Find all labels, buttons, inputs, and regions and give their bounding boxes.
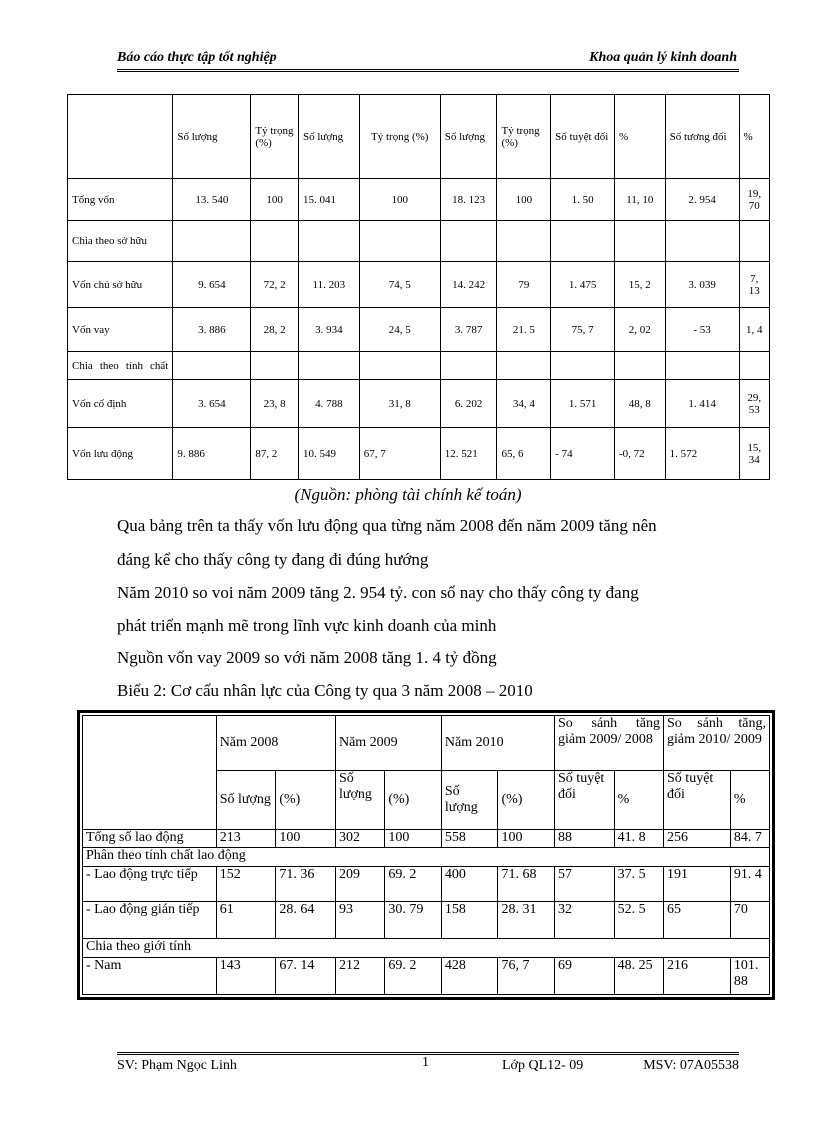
table-cell — [173, 352, 251, 380]
table-cell — [497, 352, 551, 380]
table-cell — [68, 95, 173, 179]
table-cell: 57 — [555, 866, 615, 901]
table-cell — [739, 352, 769, 380]
table-subheader: (%) — [385, 770, 442, 829]
table-cell: 11, 10 — [614, 179, 665, 221]
table-cell — [551, 221, 615, 262]
table-cell: 21. 5 — [497, 308, 551, 352]
table-cell: Tổng số lao động — [83, 829, 217, 848]
paragraph: phát triển mạnh mẽ trong lĩnh vực kinh doanh của minh — [117, 616, 497, 635]
table-cell: Số lượng — [298, 95, 359, 179]
table-cell: 400 — [441, 866, 498, 901]
table-cell: 72, 2 — [251, 262, 299, 308]
table-cell: 9. 654 — [173, 262, 251, 308]
table-cell: 100 — [276, 829, 336, 848]
table-cell: 100 — [251, 179, 299, 221]
table-cell: - 53 — [665, 308, 739, 352]
table-subheader: Số lượng — [441, 770, 498, 829]
table-cell: 28, 2 — [251, 308, 299, 352]
table-cell: 23, 8 — [251, 380, 299, 428]
table-cell: 32 — [555, 901, 615, 938]
paragraph: Nguồn vốn vay 2009 so với năm 2008 tăng 1. 4 tỷ đồng — [117, 648, 497, 667]
table-cell: 15, 2 — [614, 262, 665, 308]
table-cell: Vốn chủ sở hữu — [68, 262, 173, 308]
table-cell: Tỷ trọng (%) — [359, 95, 440, 179]
header-report-title: Báo cáo thực tập tốt nghiệp — [117, 50, 277, 65]
table-cell: 48, 8 — [614, 380, 665, 428]
table-cell: 428 — [441, 957, 498, 994]
table-cell — [440, 352, 497, 380]
table-group-header: Năm 2008 — [216, 716, 335, 771]
footer-student-name: SV: Phạm Ngọc Linh — [117, 1058, 237, 1073]
table-cell: 3. 039 — [665, 262, 739, 308]
table-cell: - 74 — [551, 428, 615, 480]
table-row — [83, 866, 770, 901]
table-cell: 1. 50 — [551, 179, 615, 221]
table-row — [83, 901, 770, 938]
table-cell: 69. 2 — [385, 957, 442, 994]
table-cell: 209 — [335, 866, 384, 901]
table-cell — [173, 221, 251, 262]
table-row — [68, 262, 770, 308]
table-cell — [359, 352, 440, 380]
table-group-header: Năm 2009 — [335, 716, 441, 771]
table-cell: Số lượng — [440, 95, 497, 179]
paragraph: Năm 2010 so voi năm 2009 tăng 2. 954 tỷ. con số nay cho thấy công ty đang — [117, 583, 639, 602]
table-cell — [251, 352, 299, 380]
workforce-table-frame — [77, 710, 775, 1000]
table-cell: 158 — [441, 901, 498, 938]
table-cell — [298, 352, 359, 380]
table-cell: 100 — [359, 179, 440, 221]
table-cell: 84. 7 — [730, 829, 769, 848]
table-cell: 13. 540 — [173, 179, 251, 221]
table-cell: 212 — [335, 957, 384, 994]
table-cell — [614, 221, 665, 262]
table-cell: Tổng vốn — [68, 179, 173, 221]
table-cell: 1, 4 — [739, 308, 769, 352]
table-cell: 558 — [441, 829, 498, 848]
table-cell: 3. 654 — [173, 380, 251, 428]
table-cell: - Lao động trực tiếp — [83, 866, 217, 901]
table-cell: 143 — [216, 957, 276, 994]
table-cell: 191 — [664, 866, 731, 901]
table-cell: 71. 68 — [498, 866, 555, 901]
table-cell: 28. 64 — [276, 901, 336, 938]
table-cell: 3. 934 — [298, 308, 359, 352]
table-row — [68, 352, 770, 380]
footer-student-id: MSV: 07A05538 — [643, 1058, 739, 1073]
table-group-header: Năm 2010 — [441, 716, 554, 771]
table-cell: 2, 02 — [614, 308, 665, 352]
table-cell — [665, 352, 739, 380]
table-subheader: % — [730, 770, 769, 829]
table-cell: 70 — [730, 901, 769, 938]
table-cell: 15. 041 — [298, 179, 359, 221]
table-cell: 69 — [555, 957, 615, 994]
table-cell: 15, 34 — [739, 428, 769, 480]
table-cell: 24, 5 — [359, 308, 440, 352]
table-cell: 74, 5 — [359, 262, 440, 308]
table-cell: 67. 14 — [276, 957, 336, 994]
table-cell: 48. 25 — [614, 957, 663, 994]
table-subheader: (%) — [498, 770, 555, 829]
table-row — [83, 829, 770, 848]
table-header-row — [83, 716, 770, 771]
table-cell: 152 — [216, 866, 276, 901]
table-cell: % — [614, 95, 665, 179]
table-group-header: So sánh tăng, giảm 2010/ 2009 — [664, 716, 770, 771]
table-cell: 87, 2 — [251, 428, 299, 480]
paragraph: Qua bảng trên ta thấy vốn lưu động qua từng năm 2008 đến năm 2009 tăng nên — [117, 516, 657, 535]
table-cell: 302 — [335, 829, 384, 848]
table-cell: 19, 70 — [739, 179, 769, 221]
table-cell: -0, 72 — [614, 428, 665, 480]
table-cell: 100 — [498, 829, 555, 848]
table-cell: 67, 7 — [359, 428, 440, 480]
table-cell: 213 — [216, 829, 276, 848]
table-row — [68, 308, 770, 352]
table-row — [68, 428, 770, 480]
table-cell: 11. 203 — [298, 262, 359, 308]
paragraph: đáng kể cho thấy công ty đang đi đúng hướng — [117, 550, 429, 569]
table-cell: Số lượng — [173, 95, 251, 179]
table-cell: 91. 4 — [730, 866, 769, 901]
table-subheader: Số lượng — [216, 770, 276, 829]
table-cell — [440, 221, 497, 262]
table-cell: 10. 549 — [298, 428, 359, 480]
table-cell: 9. 886 — [173, 428, 251, 480]
table-caption: Biểu 2: Cơ cấu nhân lực của Công ty qua 3 năm 2008 – 2010 — [117, 681, 533, 700]
table-cell: Tỷ trọng (%) — [251, 95, 299, 179]
table-cell: 29, 53 — [739, 380, 769, 428]
table-subheader: Số lượng — [335, 770, 384, 829]
table-cell: 41. 8 — [614, 829, 663, 848]
table-cell: 14. 242 — [440, 262, 497, 308]
table-cell: Tỷ trọng (%) — [497, 95, 551, 179]
table-row — [83, 957, 770, 994]
table-cell — [251, 221, 299, 262]
table-subheader: (%) — [276, 770, 336, 829]
table-cell: 3. 886 — [173, 308, 251, 352]
table-row — [68, 221, 770, 262]
table-cell: - Nam — [83, 957, 217, 994]
table-cell: 69. 2 — [385, 866, 442, 901]
capital-table — [67, 94, 770, 480]
table-cell: 65 — [664, 901, 731, 938]
table-cell: 1. 475 — [551, 262, 615, 308]
table-cell — [359, 221, 440, 262]
table-cell: 100 — [497, 179, 551, 221]
table-cell: 3. 787 — [440, 308, 497, 352]
footer-class: Lớp QL12- 09 — [502, 1058, 584, 1073]
table-cell: 79 — [497, 262, 551, 308]
table-cell — [614, 352, 665, 380]
page-number: 1 — [422, 1055, 429, 1070]
table-cell: 76, 7 — [498, 957, 555, 994]
table-cell: 7, 13 — [739, 262, 769, 308]
table-subheader: % — [614, 770, 663, 829]
table-cell: 52. 5 — [614, 901, 663, 938]
header-department: Khoa quản lý kinh doanh — [589, 50, 737, 65]
table-cell: 75, 7 — [551, 308, 615, 352]
table-section-label: Phân theo tính chất lao động — [83, 848, 770, 867]
table-cell: Số tương đối — [665, 95, 739, 179]
table-cell: Số tuyệt đối — [551, 95, 615, 179]
table-source-note: (Nguồn: phòng tài chính kế toán) — [294, 485, 522, 504]
table-cell: 216 — [664, 957, 731, 994]
table-cell: % — [739, 95, 769, 179]
table-cell: 1. 571 — [551, 380, 615, 428]
table-section-row — [83, 848, 770, 867]
table-cell: 65, 6 — [497, 428, 551, 480]
table-header-row — [68, 95, 770, 179]
table-cell: 2. 954 — [665, 179, 739, 221]
table-cell: 37. 5 — [614, 866, 663, 901]
table-cell: 101. 88 — [730, 957, 769, 994]
table-cell: Vốn vay — [68, 308, 173, 352]
table-cell: 4. 788 — [298, 380, 359, 428]
table-cell — [83, 716, 217, 830]
table-cell: 71. 36 — [276, 866, 336, 901]
page-header — [117, 50, 737, 68]
table-cell — [298, 221, 359, 262]
workforce-table — [82, 715, 770, 995]
table-cell: Chia theo tính chất — [68, 352, 173, 380]
header-rule — [117, 69, 739, 72]
table-cell: 256 — [664, 829, 731, 848]
table-cell: 12. 521 — [440, 428, 497, 480]
table-section-row — [83, 939, 770, 958]
table-cell — [551, 352, 615, 380]
table-cell: 30. 79 — [385, 901, 442, 938]
table-cell: Chia theo sở hữu — [68, 221, 173, 262]
table-cell: 61 — [216, 901, 276, 938]
table-cell: Vốn lưu động — [68, 428, 173, 480]
table-cell: 100 — [385, 829, 442, 848]
table-cell: 18. 123 — [440, 179, 497, 221]
table-subheader: Số tuyệt đối — [555, 770, 615, 829]
table-row — [68, 380, 770, 428]
table-cell: 1. 414 — [665, 380, 739, 428]
table-cell: 1. 572 — [665, 428, 739, 480]
table-cell: Vốn cố định — [68, 380, 173, 428]
table-section-label: Chia theo giới tính — [83, 939, 770, 958]
table-cell: 88 — [555, 829, 615, 848]
table-cell: - Lao động gián tiếp — [83, 901, 217, 938]
table-cell: 6. 202 — [440, 380, 497, 428]
table-cell: 34, 4 — [497, 380, 551, 428]
table-cell — [739, 221, 769, 262]
table-group-header: So sánh tăng giảm 2009/ 2008 — [555, 716, 664, 771]
table-cell: 31, 8 — [359, 380, 440, 428]
table-cell — [497, 221, 551, 262]
table-subheader: Số tuyệt đối — [664, 770, 731, 829]
table-cell: 93 — [335, 901, 384, 938]
table-row — [68, 179, 770, 221]
table-cell — [665, 221, 739, 262]
table-cell: 28. 31 — [498, 901, 555, 938]
